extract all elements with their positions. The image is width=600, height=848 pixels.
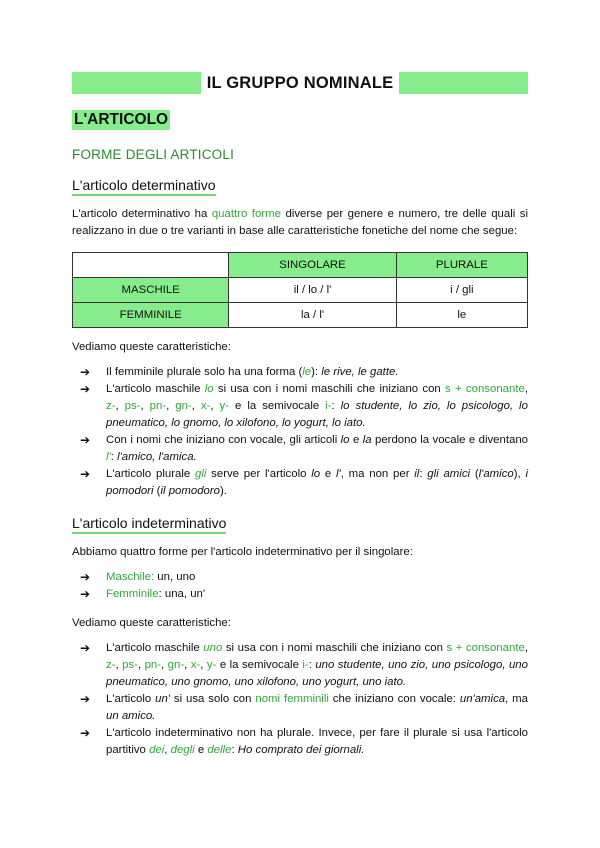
subheading-forme: FORME DEGLI ARTICOLI xyxy=(72,147,235,162)
title-bar-right xyxy=(399,72,528,94)
list-item: ➔ L'articolo un' si usa solo con nomi femminili che iniziano con vocale: un'amica, ma un amico. xyxy=(80,692,528,722)
table-header-row xyxy=(73,253,528,278)
arrow-icon: ➔ xyxy=(80,570,91,584)
table-row xyxy=(73,303,528,328)
page-title: IL GRUPPO NOMINALE xyxy=(206,73,394,92)
arrow-icon: ➔ xyxy=(80,382,91,396)
list-item: ➔ L'articolo maschile lo si usa con i nomi maschili che iniziano con s + consonante, z-, ps-, pn-, gn-, x-, y- e la semivocale i-: lo studente, lo zio, lo psicologo, lo pneumatico, lo gnomo, lo xilofono, lo yogurt, lo iato. xyxy=(80,382,528,429)
list-item: ➔ Maschile: un, uno xyxy=(80,570,196,584)
title-row xyxy=(72,70,528,96)
cell-m-plur: i / gli xyxy=(396,278,527,303)
list-item: ➔ Il femminile plurale solo ha una forma (le): le rive, le gatte. xyxy=(80,365,399,379)
list-item: ➔ L'articolo plurale gli serve per l'articolo lo e l', ma non per il: gli amici (l'amico), i pomodori (il pomodoro). xyxy=(80,467,528,497)
arrow-icon: ➔ xyxy=(80,692,91,706)
articles-table xyxy=(72,252,528,328)
heading-determinativo: L'articolo determinativo xyxy=(72,177,216,196)
table-corner-cell xyxy=(73,253,229,278)
heading-indeterminativo: L'articolo indeterminativo xyxy=(72,515,226,534)
vediamo-label: Vediamo queste caratteristiche: xyxy=(72,341,231,353)
arrow-icon: ➔ xyxy=(80,726,91,740)
arrow-icon: ➔ xyxy=(80,641,91,655)
cell-f-plur: le xyxy=(396,303,527,328)
title-bar-left xyxy=(72,72,201,94)
section-heading-articolo: L'ARTICOLO xyxy=(74,111,169,128)
indeterminativo-intro: Abbiamo quattro forme per l'articolo indeterminativo per il singolare: xyxy=(72,546,413,558)
cell-m-sing: il / lo / l' xyxy=(229,278,396,303)
cell-f-sing: la / l' xyxy=(229,303,396,328)
arrow-icon: ➔ xyxy=(80,587,91,601)
determinativo-list xyxy=(72,364,528,500)
list-item: ➔ Femminile: una, un' xyxy=(80,587,206,601)
arrow-icon: ➔ xyxy=(80,365,91,379)
arrow-icon: ➔ xyxy=(80,467,91,481)
arrow-icon: ➔ xyxy=(80,433,91,447)
vediamo-label-2: Vediamo queste caratteristiche: xyxy=(72,617,231,629)
table-row xyxy=(73,278,528,303)
row-femminile: FEMMINILE xyxy=(73,303,229,328)
col-plurale: PLURALE xyxy=(396,253,527,278)
document-page xyxy=(72,70,528,759)
row-maschile: MASCHILE xyxy=(73,278,229,303)
indeterminativo-list xyxy=(72,640,528,759)
list-item: ➔ L'articolo indeterminativo non ha plurale. Invece, per fare il plurale si usa l'articolo partitivo dei, degli e delle: Ho comprato dei giornali. xyxy=(80,726,528,756)
col-singolare: SINGOLARE xyxy=(229,253,396,278)
forms-list xyxy=(72,569,528,603)
determinativo-intro: L'articolo determinativo ha quattro forme diverse per genere e numero, tre delle quali si realizzano in due o tre varianti in base alle caratteristiche fonetiche del nome che segue: xyxy=(72,208,529,237)
list-item: ➔ Con i nomi che iniziano con vocale, gli articoli lo e la perdono la vocale e diventano l': l'amico, l'amica. xyxy=(80,433,529,463)
list-item: ➔ L'articolo maschile uno si usa con i nomi maschili che iniziano con s + consonante, z-, ps-, pn-, gn-, x-, y- e la semivocale i-: uno studente, uno zio, uno psicologo, uno pneumatico, uno gnomo, uno xilofono, uno yogurt, uno iato. xyxy=(80,641,528,688)
